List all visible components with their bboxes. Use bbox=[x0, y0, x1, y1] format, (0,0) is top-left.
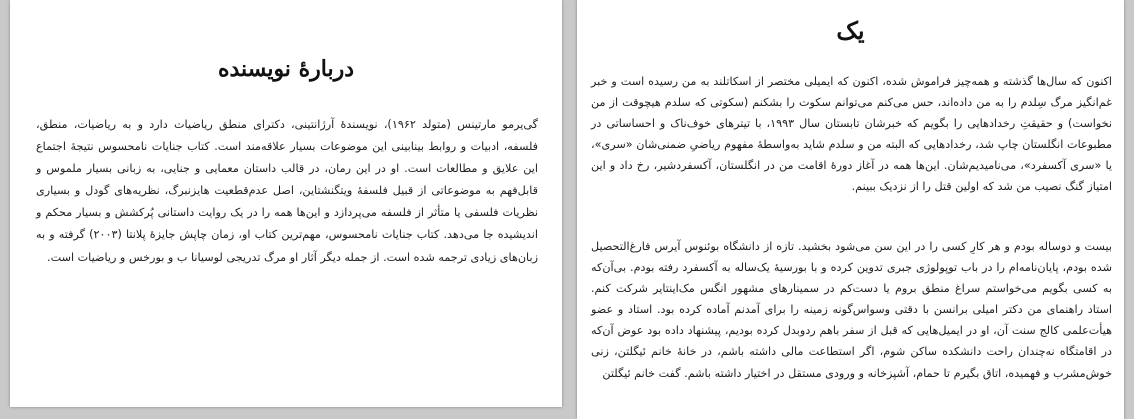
about-author-paragraph: گی‌یرمو مارتینس (متولد ۱۹۶۲)، نویسندهٔ آرژانتینی، دکترای منطق ریاضیات دارد و به ریاضیات، منطق، فلسفه، ادبیات و روابط بینابینی این موضوعات بسیار علاقه‌مند است. کتاب جنایات نامحسوس نتیجهٔ اجتماع این علایق و مطالعات است. او در این رمان، در قالب داستان معمایی و جنایی، به زبانی بسیار ملموس و قابل‌فهم به موضوعاتی از قبیل فلسفهٔ ویتگنشتاین، اصل عدم‌قطعیت هایزنبرگ، نظریه‌های گودل و بسیاری نظریات فلسفی یا متأثر از فلسفه می‌پردازد و این‌ها همه را در یک روایت داستانی پُرکشش و بسیار محکم و اندیشیده جا می‌دهد. کتاب جنایات نامحسوس، مهم‌ترین کتاب او، زمان چاپش جایزهٔ پلانتا (۲۰۰۳) گرفته و به زبان‌های زیادی ترجمه شده است. از جمله دیگر آثار او مرگ تدریجی لوسیانا ب و بورخس و ریاضیات است. bbox=[36, 118, 539, 264]
page-title-about-author: دربارهٔ نویسنده bbox=[217, 56, 354, 82]
page-chapter-one bbox=[577, 0, 1124, 419]
chapter-paragraph-1: اکنون که سال‌ها گذشته و همه‌چیز فراموش شده، اکنون که ایمیلی مختصر از اسکاتلند به من رسیده است و خبر غم‌انگیز مرگ سِلدم را به من داده‌اند، حس می‌کنم می‌توانم سکوت را بشکنم (سکوتی که سلدم هیچوقت از من نخواست) و حقیقتِ رخدادهایی را بگویم که خبرشان تابستان سال ۱۹۹۳، با تیترهای خوف‌ناک و احساساتی در مطبوعات انگلستان چاپ شد، رخدادهایی که البته من و سلدم شاید به‌واسطهٔ مفهوم ریاضیِ ضمنی‌شان «سری»، یا «سری آکسفرد»، می‌نامیدیم‌شان. این‌ها همه در آغاز دورهٔ اقامت من در انگلستان، آکسفردشیر، رخ داد و این امتیاز گنگ نصیب من شد که اولین قتل را از نزدیک ببینم. bbox=[591, 75, 1112, 194]
chapter-title: یک bbox=[836, 16, 865, 45]
chapter-paragraph-2: بیست و دوساله بودم و هر کارِ کسی را در این سن می‌شود بخشید. تازه از دانشگاه بوئنوس آیرس فارغ‌التحصیل شده بودم، پایان‌نامه‌ام را در باب توپولوژی جبری تدوین کرده و با بورسیهٔ یک‌ساله به آکسفرد رفته بودم. بی‌آن‌که به کسی بگویم می‌خواستم سراغ منطق بروم یا دست‌کم در سمینارهای مشهور انگس مک‌اینتایر شرکت کنم. استاد راهنمای من دکتر امیلی برانسن با دقتی وسواس‌گونه زمینه را برای آمدنم آماده کرده بود. استاد و عضو هیأت‌علمی کالج سنت آن، او در ایمیل‌هایی که قبل از سفر باهم ردوبدل کرده بودیم، پیشنهاد داده بود عوض آن‌که در اقامتگاه نه‌چندان راحت دانشکده ساکن شوم، اگر استطاعت مالی داشته باشم، در خانهٔ خانم ئیگلتن، زنی خوش‌مشرب و فهمیده، اتاق بگیرم تا حمام، آشپزخانه و ورودی مستقل در اختیار داشته باشم. گفت خانم ئیگلتن bbox=[591, 240, 1112, 380]
page-about-author bbox=[10, 0, 562, 407]
